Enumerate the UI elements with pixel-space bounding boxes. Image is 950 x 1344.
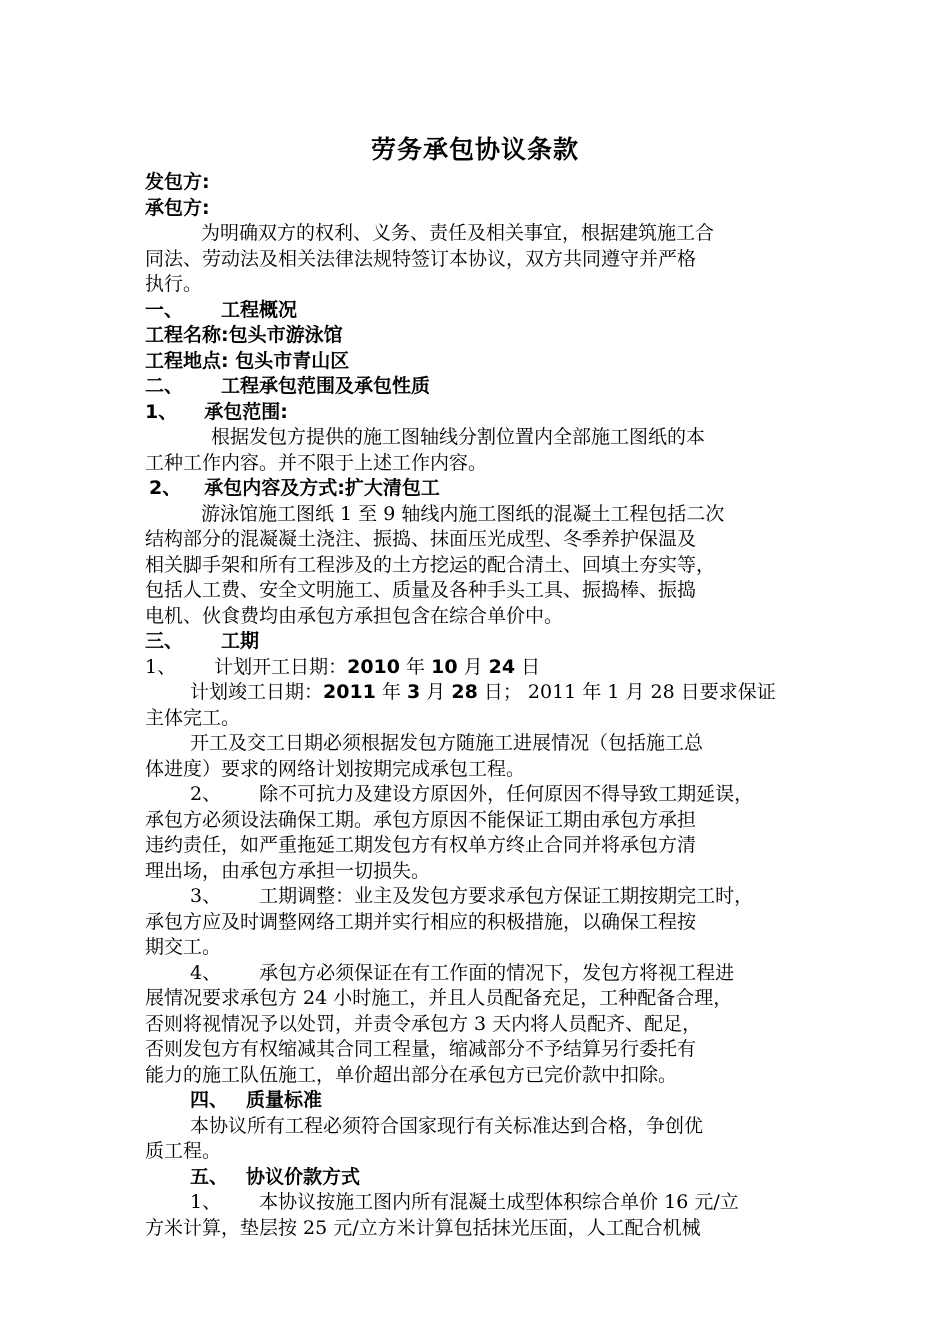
item-4-line [145, 961, 810, 987]
item-number: 4、 [190, 961, 222, 984]
dates-line: 开工及交工日期必须根据发包方随施工进展情况（包括施工总 [190, 732, 704, 754]
section-heading [145, 629, 810, 655]
item-4-line: 否则将视情况予以处罚，并责令承包方 3 天内将人员配齐、配足， [145, 1012, 702, 1035]
item-3-line: 期交工。 [145, 936, 222, 958]
scope-line: 工种工作内容。并不限于上述工作内容。 [145, 451, 488, 474]
scope-line: 根据发包方提供的施工图轴线分割位置内全部施工图纸的本 [211, 426, 706, 448]
item-2-line: 承包方必须设法确保工期。承包方原因不能保证工期由承包方承担 [145, 808, 697, 831]
item-number: 3、 [190, 885, 222, 907]
mode-line: 相关脚手架和所有工程涉及的土方挖运的配合清土、回填土夯实等， [145, 553, 716, 576]
section-title: 工程承包范围及承包性质 [221, 375, 431, 397]
section-heading [145, 298, 810, 324]
item-2-line: 违约责任，如严重拖延工期发包方有权单方终止合同并将承包方清 [145, 834, 697, 856]
section-title: 质量标准 [246, 1089, 323, 1111]
subsection-number: 1、 [145, 400, 178, 423]
price-text: 本协议按施工图内所有混凝土成型体积综合单价 16 元/立 [259, 1191, 739, 1213]
section-heading [145, 1088, 810, 1114]
item-4-line: 否则发包方有权缩减其合同工程量，缩减部分不予结算另行委托有 [145, 1038, 697, 1060]
finish-date-line [145, 680, 810, 706]
item-3-line [145, 884, 810, 910]
subsection-heading [145, 400, 810, 426]
year-unit: 年 [381, 681, 401, 703]
price-line: 方米计算，垫层按 25 元/立方米计算包括抹光压面，人工配合机械 [145, 1216, 701, 1239]
section-title: 协议价款方式 [246, 1165, 361, 1188]
intro-line: 同法、劳动法及相关法律法规特签订本协议，双方共同遵守并严格 [145, 247, 697, 270]
dates-line: 体进度）要求的网络计划按期完成承包工程。 [145, 757, 526, 780]
item-4-line: 能力的施工队伍施工，单价超出部分在承包方已完价款中扣除。 [145, 1063, 678, 1086]
mode-line: 结构部分的混凝凝土浇注、振捣、抹面压光成型、冬季养护保温及 [145, 528, 697, 550]
month-unit: 月 [426, 681, 446, 703]
finish-date-line-2: 主体完工。 [145, 706, 241, 729]
party-a-label: 发包方: [145, 171, 210, 193]
item-2-line [145, 782, 810, 808]
subsection-title: 承包范围: [204, 400, 288, 423]
intro-line: 执行。 [145, 273, 203, 295]
section-number: 三、 [145, 630, 184, 652]
item-number: 2、 [190, 783, 222, 805]
document-title: 劳务承包协议条款 [370, 135, 579, 164]
intro-line: 为明确双方的权利、义务、责任及相关事宜，根据建筑施工合 [201, 222, 715, 244]
project-name: 工程名称:包头市游泳馆 [145, 324, 343, 346]
finish-month: 3 [407, 681, 421, 703]
finish-note: 2011 年 1 月 28 日要求保证 [527, 681, 776, 703]
project-site: 工程地点: 包头市青山区 [145, 349, 350, 372]
mode-line: 包括人工费、安全文明施工、质量及各种手头工具、振捣棒、振捣 [145, 579, 697, 601]
start-date-line [145, 655, 810, 681]
item-2-line: 理出场，由承包方承担一切损失。 [145, 859, 431, 882]
month-unit: 月 [463, 655, 483, 678]
item-3-text: 工期调整：业主及发包方要求承包方保证工期按期完工时， [259, 885, 754, 907]
quality-line: 质工程。 [145, 1140, 222, 1162]
section-number: 一、 [145, 298, 184, 321]
start-date-label: 计划开工日期： [214, 655, 348, 678]
finish-date-label: 计划竣工日期： [190, 681, 324, 703]
section-heading [145, 374, 810, 400]
section-title: 工期 [221, 630, 260, 652]
section-number: 二、 [145, 375, 184, 397]
subsection-heading [145, 476, 810, 502]
year-unit: 年 [406, 655, 426, 678]
quality-line: 本协议所有工程必须符合国家现行有关标准达到合格，争创优 [190, 1114, 704, 1137]
section-title: 工程概况 [221, 298, 298, 321]
item-4-text: 承包方必须保证在有工作面的情况下，发包方将视工程进 [259, 961, 735, 984]
price-line [145, 1190, 810, 1216]
start-month: 10 [431, 655, 458, 678]
section-number: 四、 [190, 1089, 229, 1111]
subsection-title: 承包内容及方式:扩大清包工 [204, 477, 440, 499]
finish-year: 2011 [323, 681, 376, 703]
mode-line: 游泳馆施工图纸 1 至 9 轴线内施工图纸的混凝土工程包括二次 [201, 502, 725, 525]
mode-line: 电机、伙食费均由承包方承担包含在综合单价中。 [145, 604, 564, 627]
subsection-number: 2、 [149, 477, 182, 499]
finish-day: 28 [451, 681, 478, 703]
party-b-label: 承包方: [145, 196, 210, 219]
item-4-line: 展情况要求承包方 24 小时施工，并且人员配备充足，工种配备合理， [145, 987, 733, 1009]
item-number: 1、 [145, 655, 177, 678]
section-number: 五、 [190, 1165, 229, 1188]
day-unit: 日 [521, 655, 541, 678]
day-unit: 日； [483, 681, 522, 703]
item-3-line: 承包方应及时调整网络工期并实行相应的积极措施，以确保工程按 [145, 910, 697, 933]
start-year: 2010 [347, 655, 400, 678]
section-heading [145, 1165, 810, 1191]
document-body [145, 170, 810, 1241]
item-number: 1、 [190, 1191, 222, 1213]
start-day: 24 [488, 655, 516, 678]
item-2-text: 除不可抗力及建设方原因外，任何原因不得导致工期延误， [259, 783, 754, 805]
